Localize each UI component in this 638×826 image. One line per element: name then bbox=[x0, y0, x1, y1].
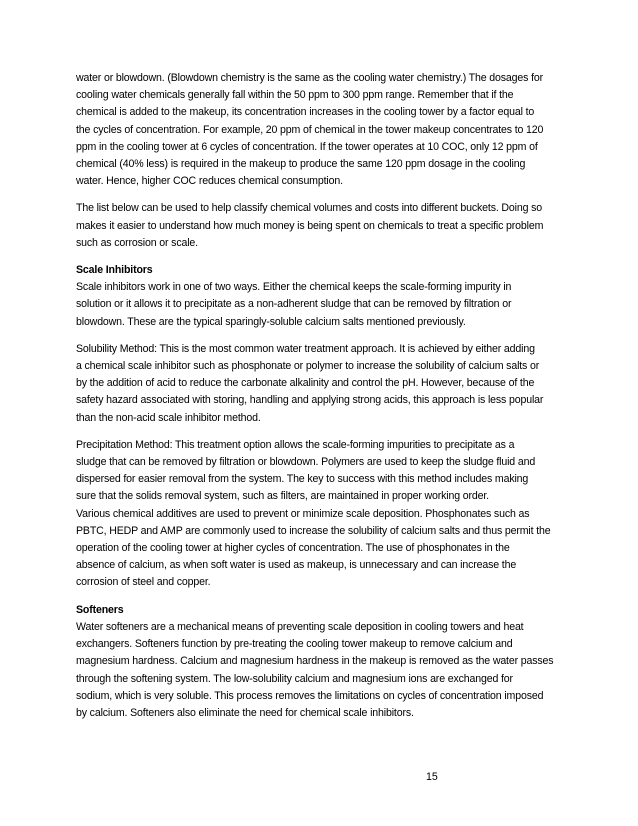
text-line: sodium, which is very soluble. This process removes the limitations on cycles of concentration imposed bbox=[76, 689, 544, 702]
text-line: sure that the solids removal system, such as filters, are maintained in proper working order. bbox=[76, 490, 489, 503]
paragraph-chemical-buckets bbox=[76, 200, 572, 252]
text-line: absence of calcium, as when soft water is used as makeup, is unnecessary and can increase the bbox=[76, 559, 517, 572]
text-line: sludge that can be removed by filtration or blowdown. Polymers are used to keep the sludge fluid and bbox=[76, 456, 536, 469]
text-line: such as corrosion or scale. bbox=[76, 236, 198, 249]
text-line: cooling water chemicals generally fall within the 50 ppm to 300 ppm range. Remember that if the bbox=[76, 89, 514, 102]
text-line: PBTC, HEDP and AMP are commonly used to increase the solubility of calcium salts and thus permit the bbox=[76, 524, 551, 537]
text-line: chemical (40% less) is required in the makeup to produce the same 120 ppm dosage in the cooling bbox=[76, 158, 526, 171]
paragraph-precipitation-method bbox=[76, 437, 572, 592]
text-line: makes it easier to understand how much money is being spent on chemicals to treat a specific problem bbox=[76, 219, 544, 232]
text-line: than the non-acid scale inhibitor method. bbox=[76, 411, 261, 424]
paragraph-solubility-method bbox=[76, 341, 572, 427]
text-line: Water softeners are a mechanical means of preventing scale deposition in cooling towers and heat bbox=[76, 620, 524, 633]
text-line: magnesium hardness. Calcium and magnesium hardness in the makeup is removed as the water passes bbox=[76, 655, 554, 668]
text-line: safety hazard associated with storing, handling and applying strong acids, this approach is less popular bbox=[76, 394, 544, 407]
section-heading: Scale Inhibitors bbox=[76, 264, 153, 277]
text-line: The list below can be used to help classify chemical volumes and costs into different buckets. Doing so bbox=[76, 202, 543, 215]
page-number: 15 bbox=[426, 771, 438, 783]
text-line: chemical is added to the makeup, its concentration increases in the cooling tower by a factor equal to bbox=[76, 106, 535, 119]
text-line: ppm in the cooling tower at 6 cycles of concentration. If the tower operates at 10 COC, only 12 ppm of bbox=[76, 140, 538, 153]
text-line: solution or it allows it to precipitate as a non-adherent sludge that can be removed by filtration or bbox=[76, 298, 512, 311]
section-heading: Softeners bbox=[76, 603, 124, 616]
text-line: the cycles of concentration. For example, 20 ppm of chemical in the tower makeup concentrates to 120 bbox=[76, 123, 544, 136]
text-line: by the addition of acid to reduce the carbonate alkalinity and control the pH. However, because of the bbox=[76, 377, 535, 390]
text-line: water. Hence, higher COC reduces chemical consumption. bbox=[76, 175, 343, 188]
text-line: exchangers. Softeners function by pre-treating the cooling tower makeup to remove calcium and bbox=[76, 638, 513, 651]
text-line: Solubility Method: This is the most common water treatment approach. It is achieved by either adding bbox=[76, 342, 535, 355]
text-line: through the softening system. The low-solubility calcium and magnesium ions are exchanged for bbox=[76, 672, 513, 685]
text-line: water or blowdown. (Blowdown chemistry is the same as the cooling water chemistry.) The dosages for bbox=[76, 72, 543, 84]
section-softeners bbox=[76, 602, 572, 722]
paragraph-cooling-chemical-dosages bbox=[76, 70, 572, 190]
text-line: dispersed for easier removal from the system. The key to success with this method includes making bbox=[76, 473, 529, 486]
text-line: Various chemical additives are used to prevent or minimize scale deposition. Phosphonates such as bbox=[76, 507, 530, 520]
text-line: Precipitation Method: This treatment option allows the scale-forming impurities to precipitate as a bbox=[76, 438, 515, 451]
section-scale-inhibitors bbox=[76, 262, 572, 331]
text-line: blowdown. These are the typical sparingly-soluble calcium salts mentioned previously. bbox=[76, 315, 466, 328]
text-line: corrosion of steel and copper. bbox=[76, 576, 211, 589]
text-line: Scale inhibitors work in one of two ways. Either the chemical keeps the scale-forming impurity in bbox=[76, 281, 512, 294]
text-line: by calcium. Softeners also eliminate the need for chemical scale inhibitors. bbox=[76, 706, 414, 719]
text-line: a chemical scale inhibitor such as phosphonate or polymer to increase the solubility of calcium salts or bbox=[76, 360, 540, 373]
text-line: operation of the cooling tower at higher cycles of concentration. The use of phosphonates in the bbox=[76, 542, 510, 555]
document-body bbox=[76, 70, 572, 722]
